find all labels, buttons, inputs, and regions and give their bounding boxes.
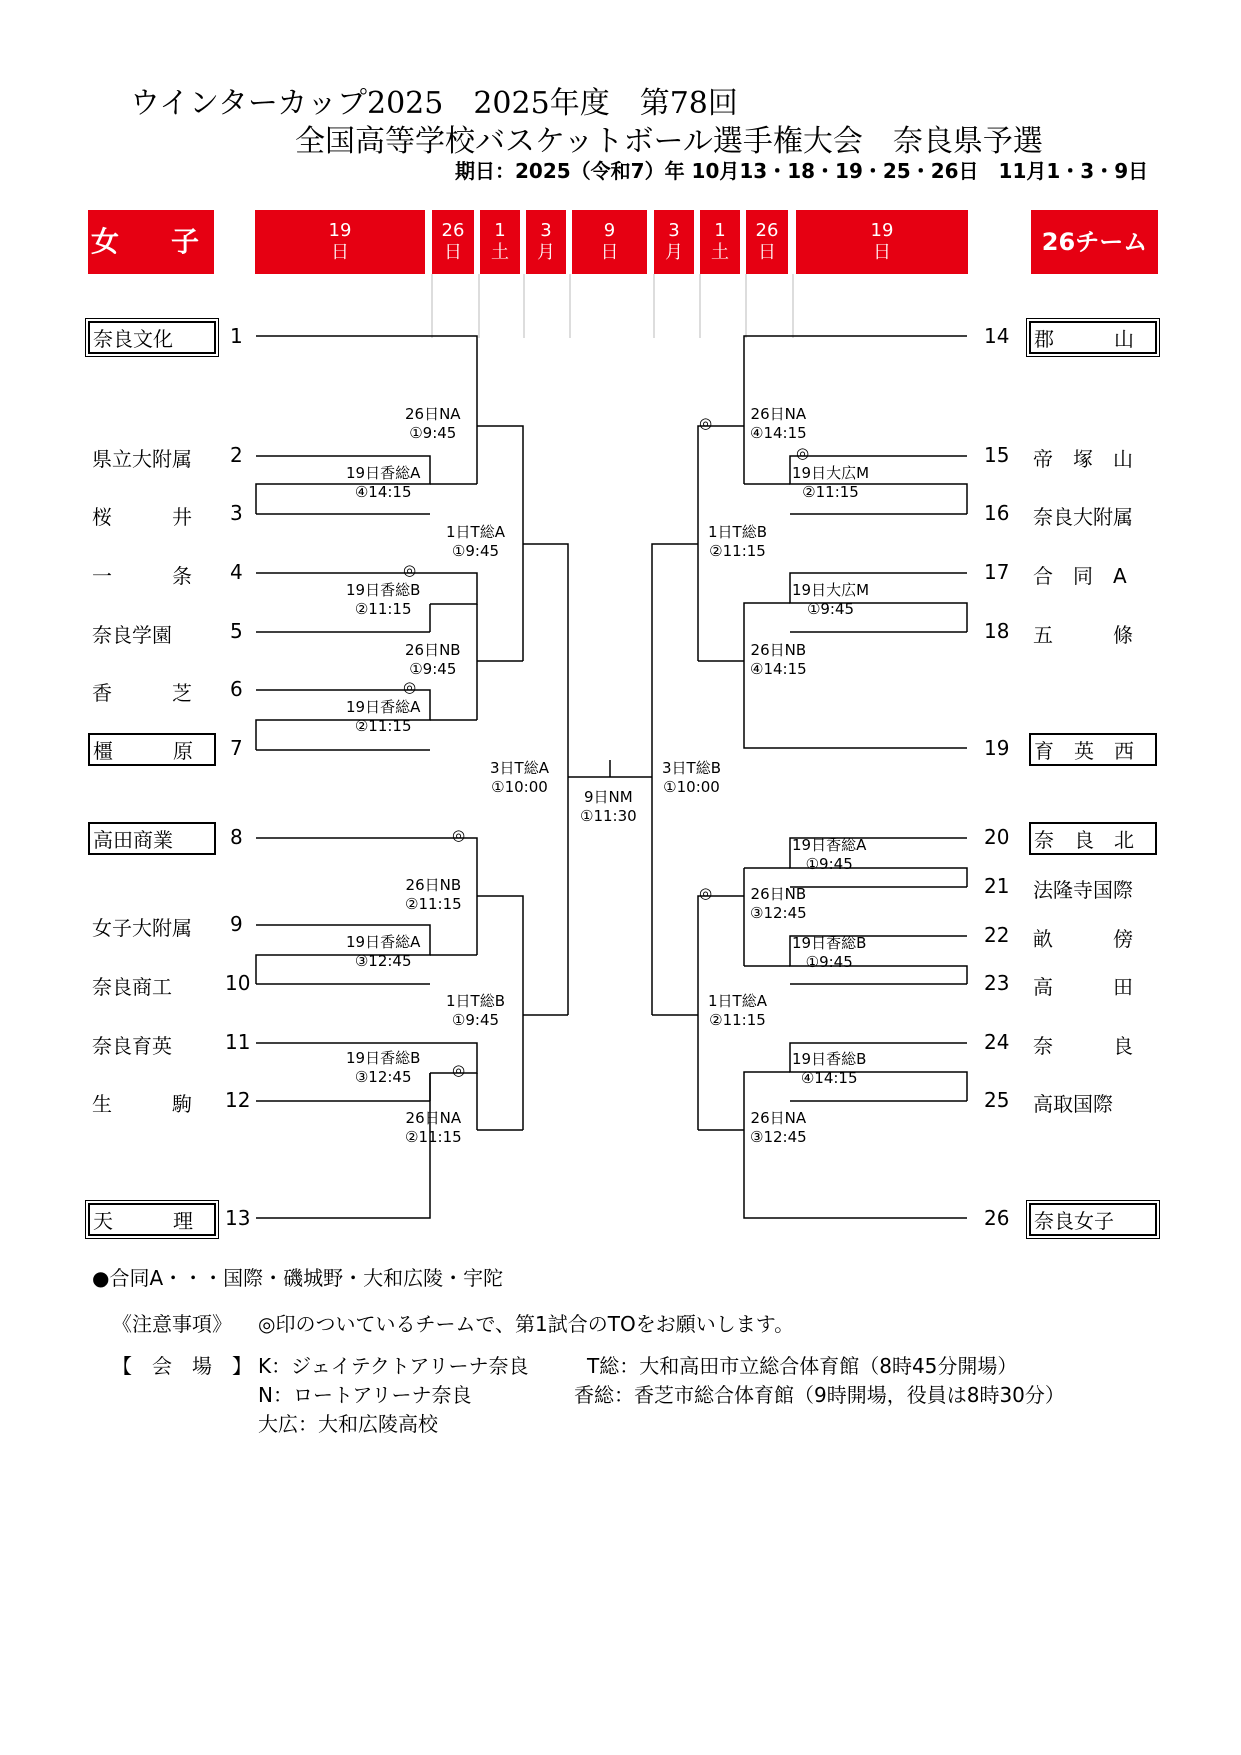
right-seed-16: 16 [984, 501, 1010, 525]
header-date-l19: 19 日 [255, 210, 425, 274]
match-l-final: 3日T総A ①10:00 [490, 759, 549, 796]
right-team-19: 育 英 西 [1029, 733, 1157, 766]
header-date-r3: 3 月 [654, 210, 694, 274]
period-dates: 期日：2025（令和7）年 10月13・18・19・25・26日 11月1・3・9日 [455, 159, 1149, 183]
match-r-bot-sf: 1日T総A ②11:15 [708, 992, 767, 1029]
to-mark-r-bot: ◎ [699, 884, 713, 902]
left-seed-2: 2 [230, 443, 243, 467]
header-date-final9: 9 日 [572, 210, 647, 274]
match-l-9-10: 19日香総A ③12:45 [346, 933, 421, 970]
left-team-12: 生 駒 [92, 1092, 192, 1116]
to-mark-6: ◎ [403, 678, 417, 696]
venue-o: 大広：大和広陵高校 [258, 1412, 438, 1436]
left-seed-3: 3 [230, 501, 243, 525]
right-seed-19: 19 [984, 736, 1010, 760]
left-seed-6: 6 [230, 677, 243, 701]
match-r-final: 3日T総B ①10:00 [662, 759, 721, 796]
right-team-24: 奈 良 [1033, 1034, 1133, 1058]
match-r-17-18: 19日大広M ①9:45 [792, 581, 870, 618]
right-seed-24: 24 [984, 1030, 1010, 1054]
right-team-21: 法隆寺国際 [1033, 878, 1133, 902]
left-team-3: 桜 井 [92, 505, 192, 529]
venue-t: T総：大和高田市立総合体育館（8時45分開場） [587, 1354, 1018, 1378]
right-team-17: 合 同 A [1033, 564, 1127, 588]
header-team-count: 26チーム [1031, 210, 1158, 274]
left-team-6: 香 芝 [92, 681, 192, 705]
match-l-11-12: 19日香総B ③12:45 [346, 1049, 421, 1086]
header-date-l26: 26 日 [432, 210, 474, 274]
to-mark-4: ◎ [403, 561, 417, 579]
left-seed-8: 8 [230, 825, 243, 849]
right-team-22: 畝 傍 [1033, 927, 1133, 951]
header-date-r19: 19 日 [796, 210, 968, 274]
match-r-1718-19: 26日NB ④14:15 [750, 641, 807, 678]
header-date-r1: 1 土 [700, 210, 740, 274]
right-team-16: 奈良大附属 [1033, 505, 1133, 529]
match-l-top-sf: 1日T総A ①9:45 [446, 523, 505, 560]
to-mark-8: ◎ [452, 826, 466, 844]
left-team-8: 高田商業 [88, 822, 216, 855]
left-seed-11: 11 [225, 1030, 251, 1054]
header-women: 女 子 [88, 210, 214, 274]
left-seed-12: 12 [225, 1088, 251, 1112]
match-r-22-23: 19日香総B ①9:45 [792, 934, 867, 971]
to-mark-r-15: ◎ [796, 444, 810, 462]
venue-label: 【 会 場 】 [112, 1354, 252, 1378]
match-final: 9日NM ①11:30 [580, 788, 637, 825]
right-seed-18: 18 [984, 619, 1010, 643]
header-date-l1: 1 土 [480, 210, 520, 274]
joint-team-note: ●合同A・・・国際・磯城野・大和広陵・宇陀 [92, 1266, 504, 1290]
header-date-l3: 3 月 [526, 210, 566, 274]
left-team-13: 天 理 [88, 1203, 216, 1236]
match-r-14-1516: 26日NA ④14:15 [750, 405, 807, 442]
match-r-24-25: 19日香総B ④14:15 [792, 1050, 867, 1087]
match-r-2425-26: 26日NA ③12:45 [750, 1109, 807, 1146]
match-l-8-910: 26日NB ②11:15 [405, 876, 462, 913]
right-team-20: 奈 良 北 [1029, 822, 1157, 855]
left-seed-7: 7 [230, 736, 243, 760]
left-seed-4: 4 [230, 560, 243, 584]
header-date-r26: 26 日 [746, 210, 788, 274]
right-seed-22: 22 [984, 923, 1010, 947]
right-seed-25: 25 [984, 1088, 1010, 1112]
match-l-2-3: 19日香総A ④14:15 [346, 464, 421, 501]
left-seed-9: 9 [230, 912, 243, 936]
right-team-15: 帝 塚 山 [1033, 447, 1133, 471]
match-l-1-23: 26日NA ①9:45 [405, 405, 461, 442]
venue-kashiba: 香総：香芝市総合体育館（9時開場，役員は8時30分） [574, 1383, 1065, 1407]
right-team-26: 奈良女子 [1029, 1203, 1157, 1236]
match-l-4-5: 19日香総B ②11:15 [346, 581, 421, 618]
match-r-top-sf: 1日T総B ②11:15 [708, 523, 767, 560]
left-team-4: 一 条 [92, 564, 192, 588]
to-mark-11: ◎ [452, 1061, 466, 1079]
right-seed-20: 20 [984, 825, 1010, 849]
right-team-14: 郡 山 [1029, 321, 1157, 354]
match-l-45-67: 26日NB ①9:45 [405, 641, 461, 678]
caution-label: 《注意事項》 [112, 1312, 232, 1336]
right-seed-26: 26 [984, 1206, 1010, 1230]
left-team-11: 奈良育英 [92, 1034, 172, 1058]
match-r-2021-2223: 26日NB ③12:45 [750, 885, 807, 922]
right-team-18: 五 條 [1033, 623, 1133, 647]
match-l-bot-sf: 1日T総B ①9:45 [446, 992, 505, 1029]
left-team-1: 奈良文化 [88, 321, 216, 354]
title-line1: ウインターカップ2025 2025年度 第78回 [130, 86, 738, 121]
left-team-2: 県立大附属 [92, 447, 192, 471]
left-team-5: 奈良学園 [92, 623, 172, 647]
left-seed-5: 5 [230, 619, 243, 643]
match-r-20-21: 19日香総A ①9:45 [792, 836, 867, 873]
to-mark-r-top: ◎ [699, 414, 713, 432]
right-seed-17: 17 [984, 560, 1010, 584]
left-team-10: 奈良商工 [92, 975, 172, 999]
right-seed-21: 21 [984, 874, 1010, 898]
right-seed-15: 15 [984, 443, 1010, 467]
caution-text: ◎印のついているチームで、第1試合のTOをお願いします。 [258, 1312, 795, 1336]
match-l-6-7: 19日香総A ②11:15 [346, 698, 421, 735]
match-l-1112-13: 26日NA ②11:15 [405, 1109, 462, 1146]
left-team-9: 女子大附属 [92, 916, 192, 940]
venue-n: N：ロートアリーナ奈良 [258, 1383, 472, 1407]
left-seed-13: 13 [225, 1206, 251, 1230]
venue-k: K：ジェイテクトアリーナ奈良 [258, 1354, 529, 1378]
right-seed-14: 14 [984, 324, 1010, 348]
right-seed-23: 23 [984, 971, 1010, 995]
right-team-25: 高取国際 [1033, 1092, 1113, 1116]
match-r-15-16: 19日大広M ②11:15 [792, 464, 870, 501]
left-team-7: 橿 原 [88, 733, 216, 766]
left-seed-1: 1 [230, 324, 243, 348]
right-team-23: 高 田 [1033, 975, 1133, 999]
title-line2: 全国高等学校バスケットボール選手権大会 奈良県予選 [295, 124, 1043, 159]
left-seed-10: 10 [225, 971, 251, 995]
